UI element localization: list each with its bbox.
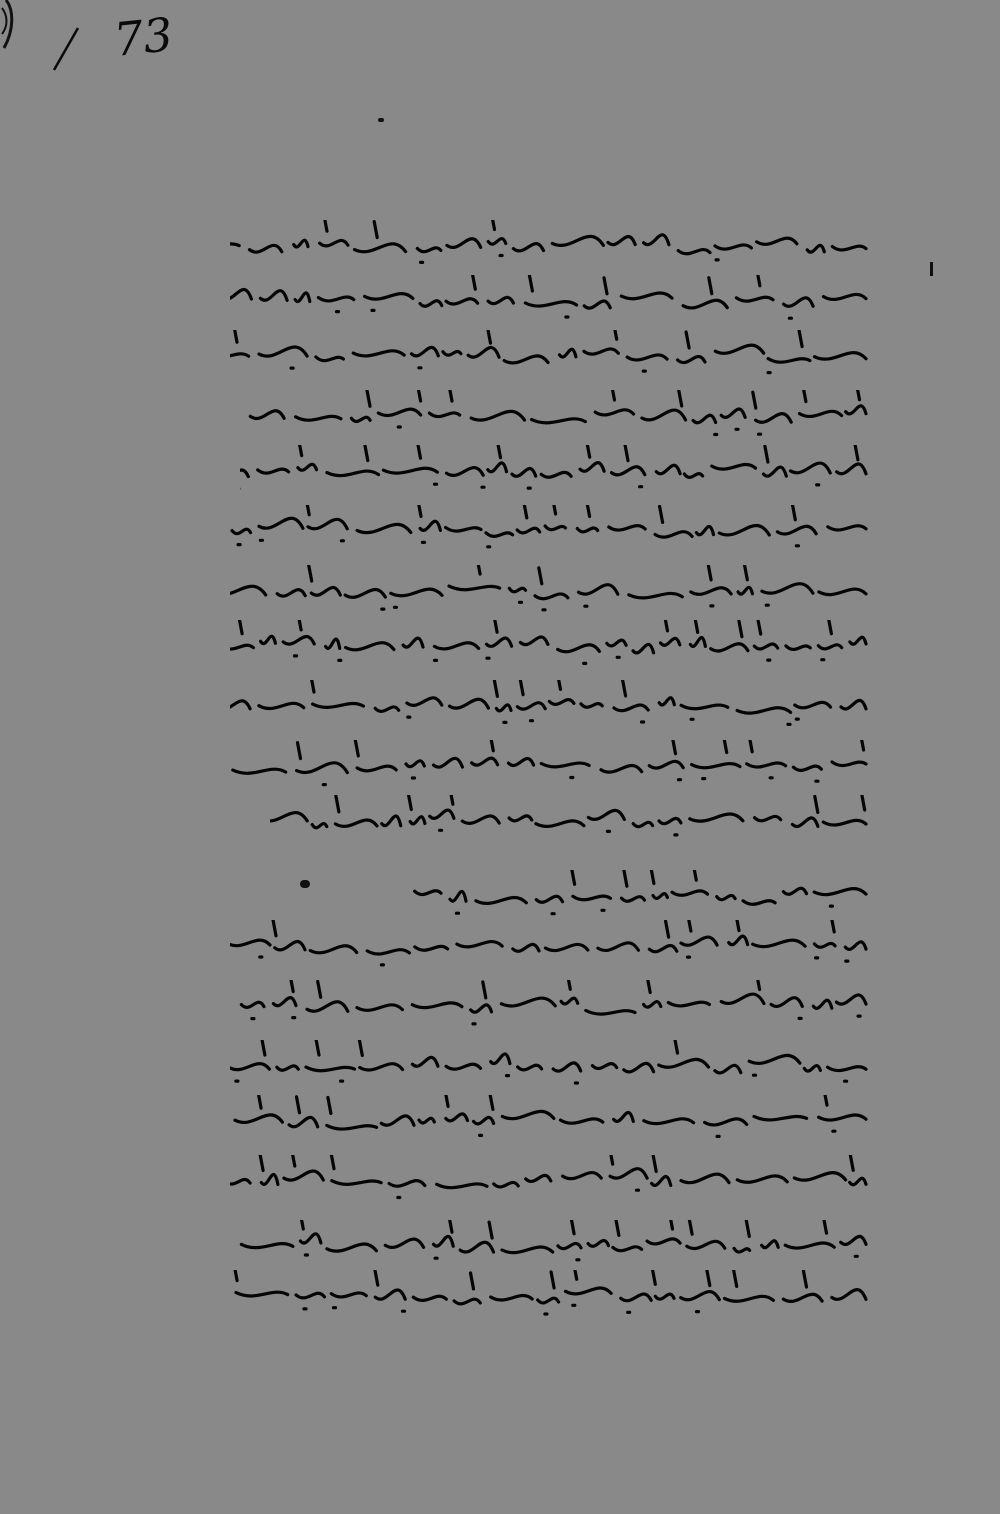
handwriting-strokes	[230, 505, 870, 555]
manuscript-line	[230, 275, 870, 325]
manuscript-line	[230, 1155, 870, 1205]
handwriting-strokes	[240, 445, 870, 495]
handwriting-strokes	[230, 565, 870, 615]
handwriting-strokes	[230, 1220, 870, 1270]
handwriting-stroke-path	[230, 220, 866, 262]
handwriting-strokes	[230, 220, 870, 270]
manuscript-line	[230, 1220, 870, 1270]
handwriting-strokes	[230, 980, 870, 1030]
handwriting-strokes	[230, 1155, 870, 1205]
manuscript-line	[270, 795, 870, 845]
manuscript-line	[230, 1095, 870, 1145]
handwriting-strokes	[270, 795, 870, 845]
manuscript-text-block	[230, 180, 870, 1330]
handwriting-strokes	[230, 620, 870, 670]
handwriting-stroke-path	[230, 275, 866, 318]
folio-number	[48, 7, 176, 78]
manuscript-line	[230, 330, 870, 380]
handwriting-stroke-path	[415, 870, 866, 914]
manuscript-line	[230, 920, 870, 970]
ink-speck	[930, 262, 933, 276]
handwriting-strokes	[230, 330, 870, 380]
handwriting-strokes	[230, 275, 870, 325]
handwriting-strokes	[230, 1270, 870, 1320]
manuscript-line	[230, 740, 870, 790]
handwriting-stroke-path	[230, 565, 866, 610]
handwriting-stroke-path	[230, 330, 866, 373]
handwriting-stroke-path	[241, 980, 866, 1024]
handwriting-strokes	[230, 740, 870, 790]
manuscript-line	[230, 1270, 870, 1320]
handwriting-stroke-path	[233, 740, 866, 785]
manuscript-line	[240, 445, 870, 495]
handwriting-stroke-path	[241, 1220, 866, 1260]
manuscript-line	[230, 220, 870, 270]
handwriting-stroke-path	[240, 445, 866, 489]
handwriting-strokes	[230, 680, 870, 730]
handwriting-stroke-path	[270, 795, 866, 835]
binding-edge-mark	[0, 0, 24, 60]
manuscript-line	[230, 620, 870, 670]
manuscript-line	[230, 565, 870, 615]
handwriting-strokes	[230, 1095, 870, 1145]
handwriting-stroke-path	[250, 390, 866, 435]
handwriting-stroke-path	[230, 620, 866, 663]
handwriting-stroke-path	[234, 1270, 866, 1314]
handwriting-strokes	[240, 390, 870, 440]
manuscript-line	[230, 1040, 870, 1090]
manuscript-line	[230, 980, 870, 1030]
handwriting-stroke-path	[232, 505, 866, 547]
handwriting-stroke-path	[230, 680, 866, 724]
handwriting-stroke-path	[235, 1095, 866, 1136]
handwriting-strokes	[230, 1040, 870, 1090]
manuscript-line	[240, 390, 870, 440]
ink-speck	[378, 118, 384, 122]
handwriting-stroke-path	[230, 1155, 866, 1198]
manuscript-line	[230, 505, 870, 555]
handwriting-strokes	[230, 920, 870, 970]
handwriting-strokes	[410, 870, 870, 920]
handwriting-stroke-path	[230, 1040, 866, 1083]
manuscript-line	[230, 680, 870, 730]
manuscript-line	[410, 870, 870, 920]
handwriting-stroke-path	[230, 920, 866, 965]
folio-number-text: 73	[111, 7, 176, 67]
